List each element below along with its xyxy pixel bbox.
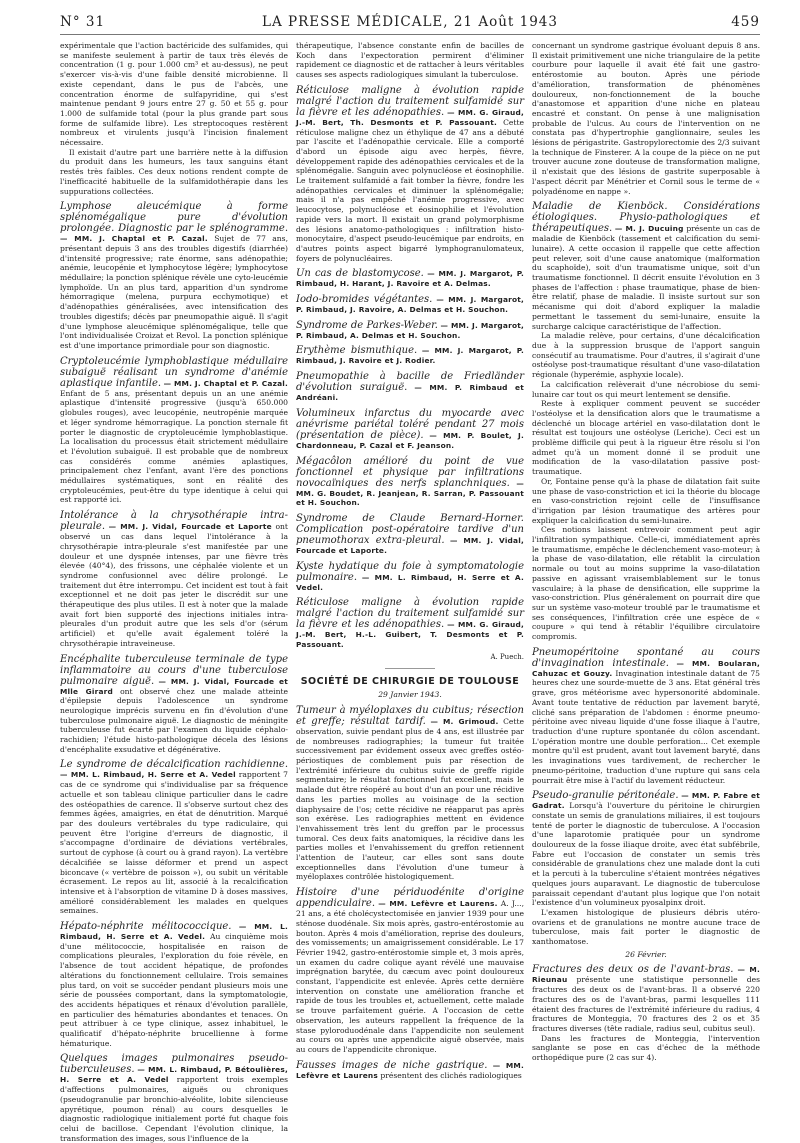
article-title: Maladie de Kienböck. Considérations étiologiques. Physio-pathologiques et thérapeutiques.: [532, 201, 760, 235]
report-title: Syndrome de Claude Bernard-Horner. Complication post-opératoire tardive d'un pneumothorax extra-pleural.: [296, 512, 524, 546]
article-text: rapportent trois exemples d'affections pulmonaires, aiguës ou chroniques (pseudogranulie par bronchio-alvéolite, lobite silencieuse apyrétique, poumon rénal) au cours desquelles le diagnostic radiologique initialement porté fut chaque fois celui de bacillose. Cependant l'évolution clinique, la transformation des images, sous l'influence de la: [60, 1075, 288, 1143]
article: [60, 759, 288, 916]
article-text: Lorsqu'à l'ouverture du péritoine le chirurgien constate un semis de granulations miliaires, il est toujours tenté de porter le diagnostic de tuberculose. A l'occasion d'une laparotomie pratiquée pour un syndrome douloureux de la fosse iliaque droite, avec état subfébrile, Fabre eut l'occasion de constater un semis très considérable de granulations chez une malade dont la cuti et la percuti à la tuberculine s'étaient montrées négatives quelques jours auparavant. Le diagnostic de tuberculose paraissait cependant d'autant plus logique que l'on notait l'existence d'un volumineux pyosalpinx droit.: [532, 801, 760, 908]
article-text: Au cinquième mois d'une mélitococcie, hospitalisée en raison de complications pleurales, l'exploration du foie révèle, en l'absence de tout accident hépatique, de profondes altérations du fonctionnement cellulaire. Trois semaines plus tard, on voit se succéder pendant plusieurs mois une série de poussées comportant, dans la symptomatologie, des accidents hépatiques et rénaux d'évolution parallèle, en particulier des hématuries abondantes et tenaces. On peut attribuer à ce type clinique, assez inhabituel, le qualificatif d'hépato-néphrite brucellienne à forme hématurique.: [60, 932, 288, 1048]
article: [296, 85, 524, 264]
article-authors: — MM. Lefèvre et Laurens: [296, 1060, 524, 1080]
article-authors: — MM. J. Vidal, Fourcade et Laporte: [108, 522, 272, 532]
article-title: Histoire d'une périduodénite d'origine appendiculaire.: [296, 887, 524, 910]
report-title: Volumineux infarctus du myocarde avec anévrisme pariétal toléré pendant 27 mois (présentation de pièce).: [296, 407, 524, 441]
report-title: Iodo-bromides végétantes.: [296, 294, 433, 306]
article-title: Fractures des deux os de l'avant-bras.: [532, 964, 734, 976]
article: [60, 510, 288, 648]
report-title: Kyste hydatique du foie à symptomatologie pulmonaire.: [296, 560, 524, 583]
article-authors: — MM. P. Fabre et Gadrat.: [532, 791, 760, 811]
paragraph: La maladie relève, pour certains, d'une décalcification due à la suppression brusque de l'apport sanguin consécutif au traumatisme. Pour d'autres, il s'agirait d'une ostéolyse post-traumatique résultant d'une vaso-dilatation régionale (hyperémie, asphyxie locale).: [532, 331, 760, 380]
report: [296, 294, 524, 315]
article-authors: — MM. L. Rimbaud, H. Serre et A. Vedel.: [60, 922, 288, 942]
article-title: Fausses images de niche gastrique.: [296, 1059, 488, 1071]
report-authors: — MM. J. Vidal, Fourcade et Laporte.: [296, 535, 524, 555]
report-authors: — MM. G. Giraud, J.-M. Bert, H.-L. Guibert, T. Desmonts et P. Passouant.: [296, 620, 524, 650]
report-authors: — MM. J. Margarot, P. Rimbaud, H. Harant, J. Ravoire et A. Delmas.: [296, 269, 524, 289]
report-authors: — MM. J. Margarot, P. Rimbaud, J. Ravoire et J. Rodier.: [296, 346, 524, 366]
article: [296, 887, 524, 1055]
article-authors: — MM. Lefèvre et Laurens.: [378, 899, 498, 909]
article-text: présente un cas de maladie de Kienböck (tassement et calcification du semi-lunaire). A cette occasion il rappelle que cette affection peut relever, soit d'une cause anatomique (malformation du scaphoïde), soit d'un traumatisme unique, soit d'un traumatisme fonctionnel. Il décrit ensuite l'évolution en 3 phases de l'affection : phase traumatique, phase de bien-être relatif, phase de maladie. Il insiste surtout sur son mécanisme qui doit d'abord expliquer la maladie permettant le tassement du semi-lunaire, ensuite la surcharge calcique caractéristique de l'affection.: [532, 224, 760, 331]
report: [296, 320, 524, 341]
report-title: Syndrome de Parkes-Weber.: [296, 319, 438, 331]
article-title: Tumeur à myéloplaxes du cubitus; résection et greffe; résultat tardif.: [296, 704, 524, 727]
paragraph: La calcification relèverait d'une nécrobiose du semi-lunaire car tout os qui meurt lentement se densifie.: [532, 379, 760, 399]
article: [60, 1053, 288, 1143]
issue-number: N° 31: [60, 14, 106, 30]
report-authors: — MM. J. Margarot, P. Rimbaud, J. Ravoire, A. Delmas et H. Souchon.: [296, 295, 524, 315]
article-text: Cette observation, suivie pendant plus de 4 ans, est illustrée par de nombreuses radiographies; la tumeur fut traitée successivement par évidement osseux avec greffes ostéo-périostiques de comblement puis par résection de l'extrémité inférieure du cubitus suivie de greffe rigide segmentaire; le résultat fonctionnel fut excellent, mais le malade dut être réopéré au bout d'un an pour une récidive dans les parties molles au voisinage de la section diaphysaire de l'os; cette récidive ne réapparut pas après son exérèse. Les radiographies mettent en évidence l'envahissement très lent du greffon par le processus tumoral. Ces deux faits anatomiques, la récidive dans les parties molles et l'envahissement du greffon retiennent l'attention de l'auteur, car elles sont sans doute exceptionnelles dans l'évolution d'une tumeur à myéloplaxes contrôlée histologiquement.: [296, 716, 525, 882]
article-title: Encéphalite tuberculeuse terminale de type inflammatoire au cours d'une tuberculose pulmonaire aiguë.: [60, 653, 288, 687]
report: [296, 597, 524, 649]
article-text: A. J..., 21 ans, a été cholécystectomisée en janvier 1939 pour une sténose duodénale. Six mois après, gastro-entérostomie au bouton. Après 4 mois d'amélioration, reprise des douleurs, des vomissements; un amaigrissement considérable. Le 17 Février 1942, gastro-entérostomie simple et, 3 mois après, un examen du cadre colique ayant révélé une mauvaise imprégnation barytée, du cæcum avec point douloureux constant, l'appendicite est enlevée. Après cette dernière intervention on constate une amélioration franche et rapide de tous les troubles et, actuellement, cette malade se trouve parfaitement guérie. A l'occasion de cette observation, les auteurs rappellent la fréquence de la stase pyloroduodénale dans l'appendicite non seulement au cours ou après une appendicite aiguë observée, mais au cours de l'appendicite chronique.: [296, 899, 524, 1054]
article: [532, 201, 760, 331]
article-text: Sujet de 77 ans, présentant depuis 3 ans des troubles digestifs (diarrhée) d'intensité progressive; rate énorme, sans adénopathie; anémie, leucopénie et lymphocytose légère; lymphocytose médullaire; la ponction splénique révèle une cyto-leucémie lymphoïde. Un an plus tard, apparition d'un syndrome hémorragique (melena, purpura ecchymotique) et d'adénopathies généralisées, avec intensification des troubles digestifs; décès par pneumopathie aiguë. Il s'agit d'une lymphose aleucémique splénomégalique, telle que l'ont individualisée Croizat et Revol. La ponction splénique est d'une importance primordiale pour son diagnostic.: [60, 234, 288, 350]
article: [60, 921, 288, 1048]
article-title: Réticulose maligne à évolution rapide malgré l'action du traitement sulfamidé sur la fièvre et les adénopathies.: [296, 84, 524, 118]
section-heading: SOCIÉTÉ DE CHIRURGIE DE TOULOUSE: [300, 675, 520, 687]
report: [296, 345, 524, 366]
article-title: Hépato-néphrite mélitococcique.: [60, 921, 232, 933]
report: [296, 513, 524, 556]
article: [532, 790, 760, 908]
article-text: présentent des clichés radiologiques: [380, 1070, 522, 1080]
article: [296, 705, 524, 882]
article-text: présente une statistique personnelle des fractures des deux os de l'avant-bras. Il a observé 220 fractures des os de l'avant-bras, parmi lesquelles 111 étaient des fractures de l'extrémité inférieure du radius, 4 fractures de Monteggia, 70 fractures des 2 os et 35 fractures diverses (tête radiale, radius seul, cubitus seul).: [532, 975, 761, 1033]
report-authors: — MM. P. Boulet, J. Chardonneau, P. Cazal et F. Jeanson.: [296, 430, 524, 450]
article-authors: — MM. J. Chaptal et P. Cazal.: [163, 378, 288, 388]
article-authors: — MM. G. Giraud, J.-M. Bert, Th. Desmonts et P. Passouant.: [296, 107, 524, 127]
column-left: [60, 41, 289, 1143]
article-title: Pseudo-granulie péritonéale.: [532, 790, 679, 802]
paragraph: Ces notions laissent entrevoir comment peut agir l'infiltration sympathique. Celle-ci, immédiatement après le traumatisme, empêche le déclenchement vaso-moteur; à la phase de vaso-dilatation, elle rétablit la circulation normale ou tout au moins supprime la vaso-dilatation passive en agissant vraisemblablement sur le tonus vasculaire; à la phase de densification, elle supprime la vaso-constriction. Plus généralement on pourrait dire que sur un système vaso-moteur troublé par le traumatisme et ses conséquences, l'infiltration crée une espèce de « coupure » qui tend à rétablir l'équilibre circulatoire compromis.: [532, 525, 760, 642]
report-title: Pneumopathie à bacille de Friedländer d'évolution suraiguë.: [296, 371, 524, 394]
article-authors: — M. Grimoud.: [430, 716, 499, 726]
paragraph: thérapeutique, l'absence constante enfin de bacilles de Koch dans l'expectoration permirent d'éliminer rapidement ce diagnostic et de rattacher à leurs véritables causes ses aspects radiologiques simulant la tuberculose.: [296, 41, 524, 80]
report: [296, 561, 524, 593]
article-authors: — MM. J. Chaptal et P. Cazal.: [60, 234, 208, 244]
article: [532, 647, 760, 785]
paragraph: Il existait d'autre part une barrière nette à la diffusion du produit dans les humeurs, les taux sanguins étant restés très faibles. Ces deux notions rendent compte de l'inefficacité habituelle de la sulfamidothérapie dans les suppurations collectées.: [60, 147, 288, 196]
article-text: ont observé chez une malade atteinte d'épilepsie depuis l'adolescence un syndrome neurologique imprécis survenu en fin d'évolution d'une tuberculose pulmonaire aiguë. Le diagnostic de méningite tuberculeuse fut écarté par l'examen du liquide céphalo-rachidien; l'étude histo-pathologique décela des lésions d'encéphalite exsudative et dégénérative.: [60, 686, 289, 754]
article-text: rapportent 7 cas de ce syndrome qui s'individualise par sa fréquence actuelle et son tableau clinique particulier dans le cadre des ostéopathies de carence. Il s'observe surtout chez des femmes âgées, amaigries, en état de dénutrition. Marqué par des douleurs vertébrales du type radiculaire, qui peuvent être l'origine d'erreurs de diagnostic, il s'accompagne d'ordinaire de déviations vertébrales, surtout de cyphose (à court ou à grand rayon). La vertèbre décalcifiée se laisse déformer et prend un aspect biconcave (« vertèbre de poisson »), ou subit un véritable écrasement. Le repos au lit, associé à la recalcification intensive et à l'absorption de vitamine D à doses massives, amélioré considérablement les malades en quelques semaines.: [60, 770, 288, 916]
article: [296, 1060, 524, 1081]
paragraph: Dans les fractures de Monteggia, l'intervention sanglante se pose en cas d'échec de la méthode orthopédique pure (2 cas sur 4).: [532, 1033, 760, 1063]
column-middle: [296, 41, 525, 1080]
article-authors: — M. Rieunau: [532, 965, 760, 985]
paragraph: concernant un syndrome gastrique évoluant depuis 8 ans. Il existait primitivement une niche triangulaire de la petite courbure pour laquelle il avait été fait une gastro-entérostomie au bouton. Après une période d'amélioration, transformation de phénomènes douloureux, non-fonctionnement de la bouche d'anastomose et apparition d'une niche en plateau encastré et constant. On pense à une malignisation probable de l'ulcus. Au cours de l'intervention on ne constata pas d'hypertrophie ganglionnaire, seules les lésions de périgastrite. Gastropylorectomie des 2/3 suivant la technique de Finsterer. A la coupe de la pièce on ne put trouver aucune zone douteuse de transformation maligne, il n'existait que des lésions de gastrite superposable à l'aspect décrit par Ménétrier et Cornil sous le terme de « polyadénome en nappe ».: [532, 41, 760, 196]
paragraph: L'examen histologique de plusieurs débris utéro-ovariens et de granulations ne montre aucune trace de tuberculose, mais fait porter le diagnostic de xanthomatose.: [532, 907, 760, 947]
paragraph: Reste à expliquer comment peuvent se succéder l'ostéolyse et la densification alors que le traumatisme a déclenché un blocage artériel en vaso-dilatation dont le résultat est toujours une ostéolyse (Leriche). Ceci est un problème difficile qui peut à la rigueur être résolu si l'on admet qu'à un moment donné il se produit une modification de la vaso-dilatation passive post-traumatique.: [532, 399, 760, 477]
article-authors: — MM. L. Rimbaud, H. Serre et A. Vedel: [60, 770, 236, 780]
article-title: Lymphose aleucémique à forme splénomégalique pure d'évolution prolongée. Diagnostic par le splénogramme.: [60, 201, 288, 235]
article-text: ont observé un cas dans lequel l'intolérance à la chrysothérapie intra-pleurale s'est manifestée par une douleur et une dyspnée intenses, par une fièvre très élevée (40°4), des frissons, une céphalée violente et un syndrome confusionnel avec délire prolongé. Le traitement dut être interrompu. Cet incident est tout à fait exceptionnel et ne doit pas jeter le discrédit sur une thérapeutique des plus utiles. Il est à noter que la malade avait fort bien supporté des injections initiales intra-pleurales d'un produit autre que les sels d'or (sérum artificiel) et qu'elle avait également toléré la chrysothérapie intraveineuse.: [60, 522, 288, 648]
article-text: Invagination intestinale datant de 75 heures chez une sourde-muette de 3 ans. Etat général très grave, gros météorisme avec hypersonorité abdominale. Avant toute tentative de réduction par lavement baryté, cliché sans préparation de l'abdomen : énorme pneumo-péritoine avec niveau liquide d'une fosse iliaque à l'autre, traduction d'une rupture spontanée du côlon ascendant. L'opération montre une double perforation... Cet exemple montre qu'il est prudent, avant tout lavement baryté, dans les invaginations vues tardivement, de rechercher le pneumo-péritoine, traduction d'une rupture qui sans cela pourrait être mise à l'actif du lavement réducteur.: [532, 668, 760, 785]
article: [60, 654, 288, 755]
report: [296, 456, 524, 508]
article-authors: — MM. Boularan, Cahuzac et Gouzy.: [532, 658, 760, 678]
divider: [385, 668, 435, 669]
article-title: Quelques images pulmonaires pseudo-tuberculeuses.: [60, 1053, 288, 1076]
journal-title: LA PRESSE MÉDICALE, 21 Août 1943: [262, 14, 558, 30]
report: [296, 408, 524, 451]
report-authors: — MM. L. Rimbaud, H. Serre et A. Vedel.: [296, 572, 524, 592]
article-authors: — MM. L. Rimbaud, P. Bétoulières, H. Serre et A. Vedel: [60, 1065, 288, 1085]
paragraph: Or, Fontaine pense qu'à la phase de dilatation fait suite une phase de vaso-constriction et ici la théorie du blocage en vaso-constriction rejoint celle de l'insuffisance d'irrigation par lésion traumatique des artères pour expliquer la calcification du semi-lunaire.: [532, 476, 760, 525]
article-title: Pneumopéritoine spontané au cours d'invagination intestinale.: [532, 646, 760, 669]
article-text: Enfant de 5 ans, présentant depuis un an une anémie aplastique d'intensité progressive (jusqu'à 650.000 globules rouges), avec leucopénie, neutropénie marquée et léger syndrome hémorragique. La ponction sternale fit porter le diagnostic de cryptoleucémie lymphoblastique. La localisation du processus était strictement médullaire et l'évolution subaiguë. Il est probable que de nombreux cas considérés comme anémies aplastiques, principalement chez l'enfant, avant l'ère des ponctions médullaires systématiques, sont en réalité des cryptoleucémies, peut-être du type identique à celui qui est rapporté ici.: [60, 388, 288, 505]
article-title: Intolérance à la chrysothérapie intra-pleurale.: [60, 510, 288, 533]
report-authors: — MM. G. Boudet, R. Jeanjean, R. Sarran, P. Passouant et H. Souchon.: [296, 478, 524, 508]
report-title: Mégacôlon amélioré du point de vue fonctionnel et physique par infiltrations novocaïniques des nerfs splanchniques.: [296, 455, 524, 489]
signature: A. Puech.: [490, 652, 524, 661]
report: [296, 268, 524, 289]
report-authors: — MM. P. Rimbaud et Andréani.: [296, 383, 525, 403]
report-authors: — MM. J. Margarot, P. Rimbaud, A. Delmas et H. Souchon.: [296, 320, 524, 340]
running-header: [60, 12, 760, 35]
column-right: [532, 41, 760, 1071]
article-authors: — MM. J. Vidal, Fourcade et Mlle Girard: [60, 676, 288, 696]
article-title: Le syndrome de décalcification rachidienne.: [60, 759, 288, 771]
report: [296, 371, 524, 403]
paragraph: expérimentale que l'action bactéricide des sulfamides, qui se manifeste seulement à partir de taux très élevés de concentration (1 g. pour 1.000 cm³ et au-dessus), ne peut s'exercer vis-à-vis d'une faible densité microbienne. Il existe cependant, dans le pus de l'abcès, une concentration énorme de sulfapyridine, qui s'est maintenue pendant 9 jours entre 27 g. 50 et 55 g. pour 1.000 de sulfamide total (pour la plus grande part sous forme de sulfamide libre). Les streptocoques restèrent nombreux et virulents jusqu'à l'incision finalement nécessaire.: [60, 41, 288, 148]
article: [60, 356, 288, 505]
article-authors: — M. J. Ducuing: [614, 224, 684, 234]
article: [532, 964, 760, 1033]
report-title: Erythème bismuthique.: [296, 345, 418, 357]
report-title: Un cas de blastomycose.: [296, 268, 424, 280]
article-title: Cryptoleucémie lymphoblastique médullaire subaiguë réalisant un syndrome d'anémie aplastique infantile.: [60, 355, 288, 389]
article-text: Cette réticulose maligne chez un éthylique de 47 ans a débuté par l'ascite et l'adénopathie cervicale. Elle a comporté d'abord un épisode aigu avec herpès, fièvre, développement rapide des adénopathies cervicales et de la splénomégalie. Sanguin avec polynucléose et éosinophilie. Le traitement sulfamidé a fait tomber la fièvre, fondre les adénopathies cervicales et diminuer la splénomégalie; mais il n'a pas empêché l'anémie progressive, avec leucocytose, polynucléose et éosinophilie et l'évolution rapide vers la mort. Il existait un grand polymorphisme des lésions anatomo-pathologiques : infiltration histo-monocytaire, d'aspect pseudo-leucémique par endroits, en d'autres points aspect bigarré lymphogranulomateux, foyers de polynucléaires.: [296, 117, 524, 263]
page-number: 459: [731, 14, 760, 30]
session-date: 26 Février.: [625, 949, 667, 959]
session-date: 29 Janvier 1943.: [378, 690, 442, 700]
report-title: Réticulose maligne à évolution rapide malgré l'action du traitement sulfamidé sur la fièvre et les adénopathies.: [296, 597, 524, 631]
article: [60, 201, 288, 350]
